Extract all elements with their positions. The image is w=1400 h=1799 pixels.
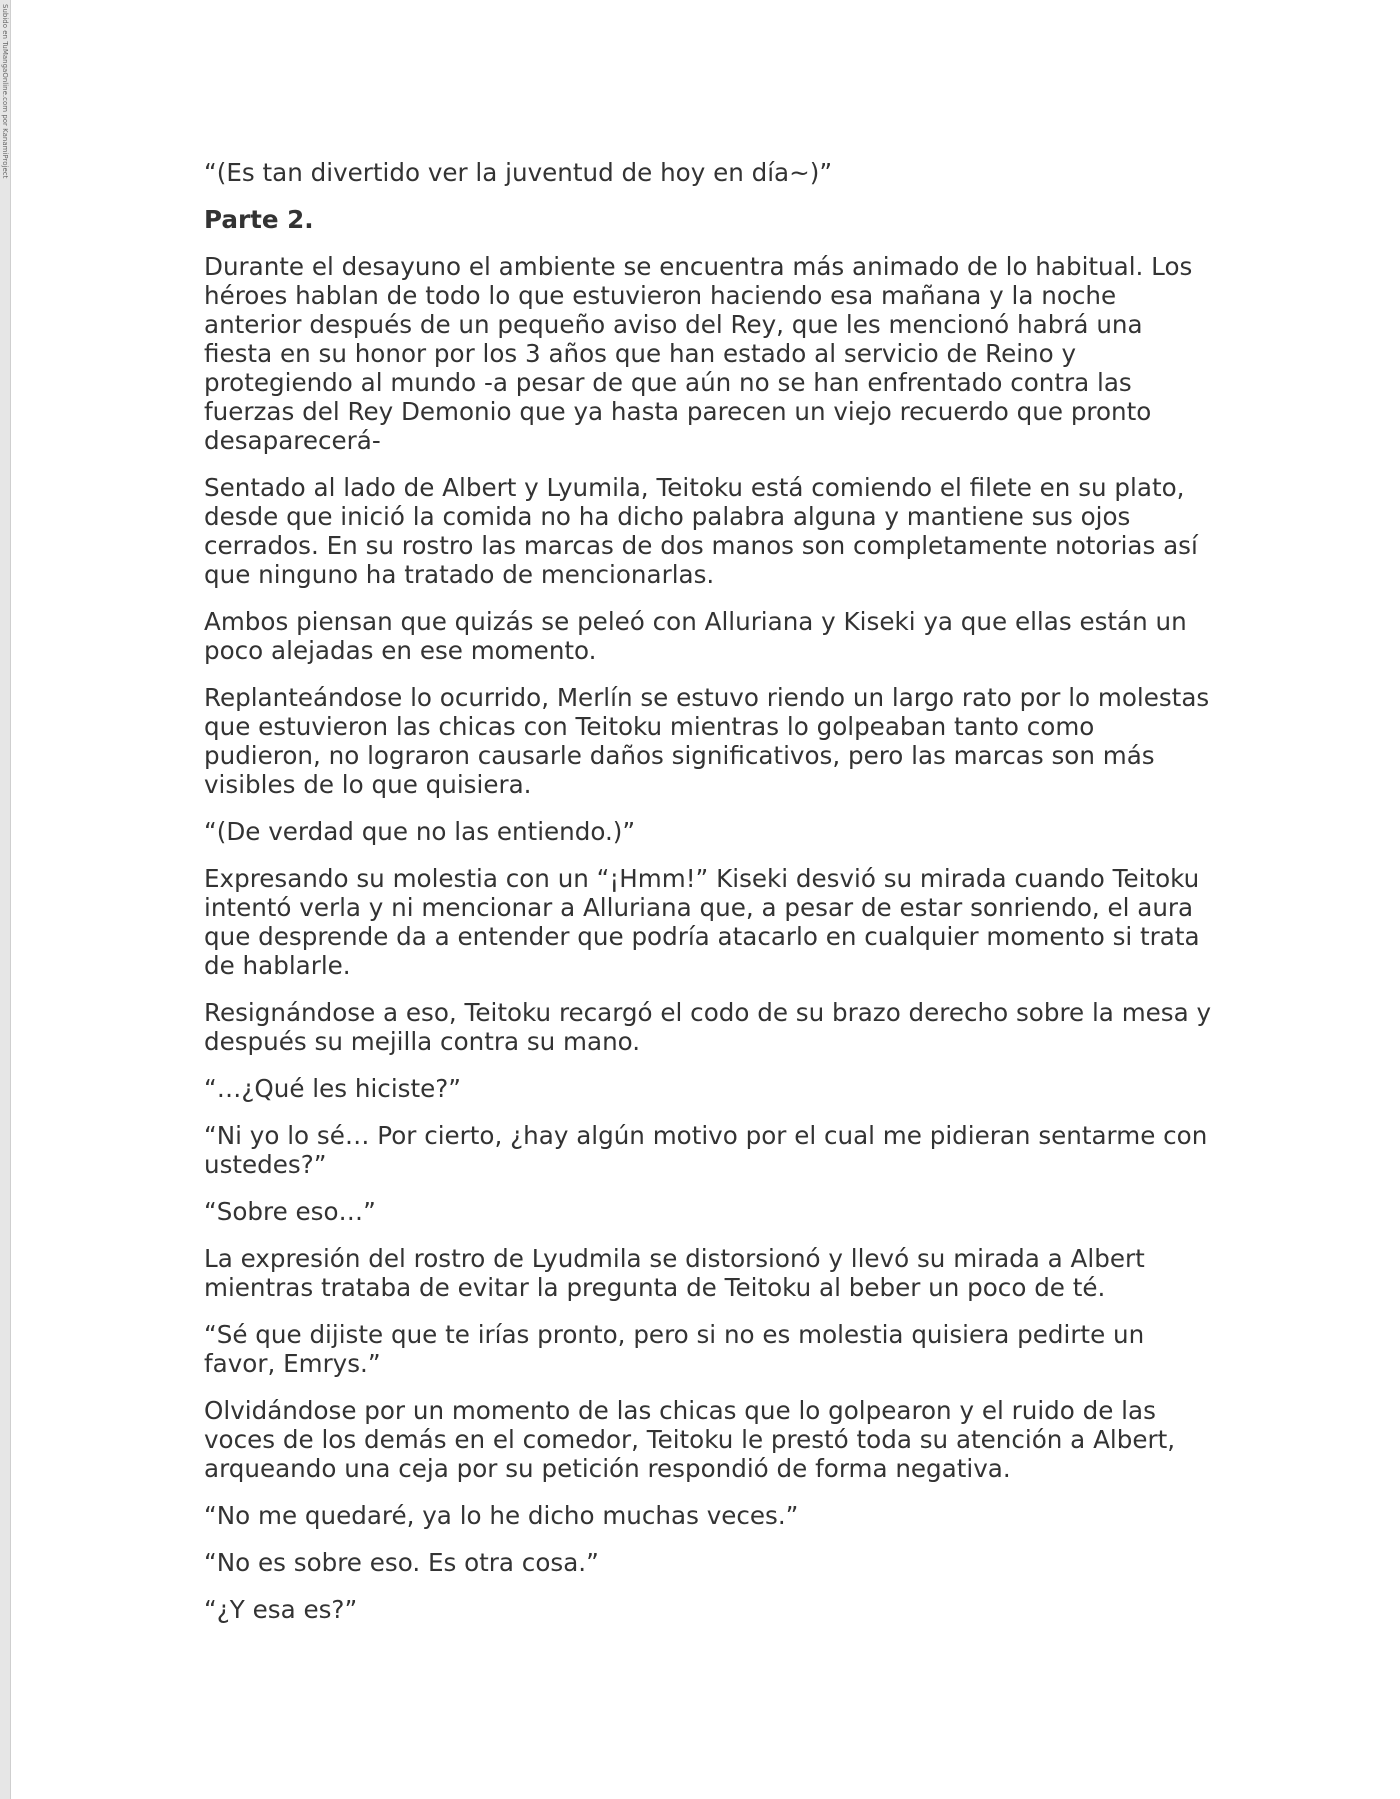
paragraph: Sentado al lado de Albert y Lyumila, Teitoku está comiendo el filete en su plato, desde que inició la comida no ha dicho palabra alguna y mantiene sus ojos cerrados. En su rostro las marcas de dos manos son completamente notorias así que ninguno ha tratado de mencionarlas. [204,473,1198,589]
section-heading: Parte 2. [204,205,314,234]
dialogue-line: “Sé que dijiste que te irías pronto, pero si no es molestia quisiera pedirte un favor, Emrys.” [204,1320,1145,1378]
dialogue-line: “(De verdad que no las entiendo.)” [204,817,636,846]
paragraph: Durante el desayuno el ambiente se encuentra más animado de lo habitual. Los héroes hablan de todo lo que estuvieron haciendo esa mañana y la noche anterior después de un pequeño aviso del Rey, que les mencionó habrá una fiesta en su honor por los 3 años que han estado al servicio de Reino y protegiendo al mundo -a pesar de que aún no se han enfrentado contra las fuerzas del Rey Demonio que ya hasta parecen un viejo recuerdo que pronto desaparecerá- [204,252,1193,455]
paragraph: La expresión del rostro de Lyudmila se distorsionó y llevó su mirada a Albert mientras trataba de evitar la pregunta de Teitoku al beber un poco de té. [204,1244,1145,1302]
dialogue-line: “…¿Qué les hiciste?” [204,1074,462,1103]
dialogue-line: “No me quedaré, ya lo he dicho muchas veces.” [204,1501,799,1530]
dialogue-line: “Ni yo lo sé… Por cierto, ¿hay algún motivo por el cual me pidieran sentarme con ustedes?” [204,1121,1208,1179]
document-body [204,158,1214,1642]
dialogue-line: “No es sobre eso. Es otra cosa.” [204,1548,599,1577]
opening-line: “(Es tan divertido ver la juventud de hoy en día~)” [204,158,833,187]
upload-watermark: Subido en TuMangaOnline.com por KanamiProject [1,4,9,179]
page-edge-strip [0,0,11,1799]
dialogue-line: “Sobre eso…” [204,1197,376,1226]
dialogue-line: “¿Y esa es?” [204,1595,358,1624]
paragraph: Olvidándose por un momento de las chicas que lo golpearon y el ruido de las voces de los demás en el comedor, Teitoku le prestó toda su atención a Albert, arqueando una ceja por su petición respondió de forma negativa. [204,1396,1176,1483]
paragraph: Resignándose a eso, Teitoku recargó el codo de su brazo derecho sobre la mesa y después su mejilla contra su mano. [204,998,1212,1056]
paragraph: Expresando su molestia con un “¡Hmm!” Kiseki desvió su mirada cuando Teitoku intentó verla y ni mencionar a Alluriana que, a pesar de estar sonriendo, el aura que desprende da a entender que podría atacarlo en cualquier momento si trata de hablarle. [204,864,1200,980]
paragraph: Ambos piensan que quizás se peleó con Alluriana y Kiseki ya que ellas están un poco alejadas en ese momento. [204,607,1187,665]
paragraph: Replanteándose lo ocurrido, Merlín se estuvo riendo un largo rato por lo molestas que estuvieron las chicas con Teitoku mientras lo golpeaban tanto como pudieron, no lograron causarle daños significativos, pero las marcas son más visibles de lo que quisiera. [204,683,1210,799]
